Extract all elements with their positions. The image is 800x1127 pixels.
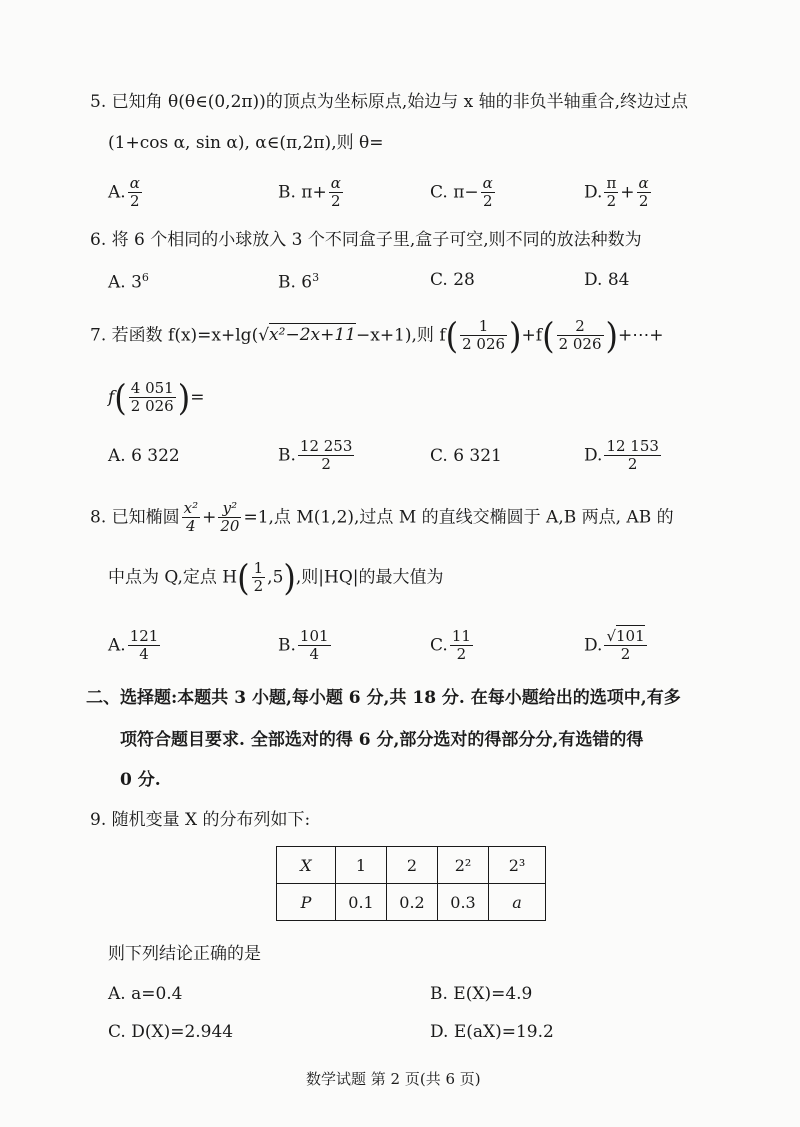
table-cell: 0.2: [387, 884, 438, 921]
q6-stem: 6. 将 6 个相同的小球放入 3 个不同盒子里,盒子可空,则不同的放法种数为: [90, 230, 642, 250]
table-cell: 0.3: [438, 884, 489, 921]
section2-line2: 项符合题目要求. 全部选对的得 6 分,部分选对的得部分分,有选错的得: [120, 730, 644, 750]
q8-line1: 8. 已知椭圆 $\frac{\text{x²}}{4}$ + $\frac{\text{y²}}{20}$ =1,点 M(1,2),过点 M 的直线交椭圆于 A,B 两点, AB 的: [90, 499, 674, 536]
q8-option-b: B. $\frac{101}{4}$: [278, 627, 329, 664]
table-cell: a: [489, 884, 546, 921]
distribution-table: [276, 846, 546, 921]
q8-option-c: C. $\frac{11}{2}$: [430, 627, 471, 664]
q9-option-d: D. E(aX)=19.2: [430, 1022, 554, 1042]
q6-option-a: A. $3^6$: [108, 271, 149, 293]
q9-lead: 则下列结论正确的是: [108, 944, 261, 964]
q7-option-c: C. 6 321: [430, 446, 502, 466]
q8-option-a: A. $\frac{121}{4}$: [108, 627, 159, 664]
q9-option-c: C. D(X)=2.944: [108, 1022, 234, 1042]
q8-line2: 中点为 Q,定点 H( $\frac{1}{2}$ ,5),则|HQ|的最大值为: [108, 556, 444, 599]
q5-option-d: D. $\frac{\pi}{2}$ + $\frac{\alpha}{2}$: [584, 174, 649, 211]
table-row: [277, 884, 546, 921]
q7-option-d: D. $\frac{12 153}{2}$: [584, 437, 659, 474]
table-cell: 2: [387, 847, 438, 884]
q6-option-c: C. 28: [430, 270, 475, 290]
q5-option-c: C. π− $\frac{\alpha}{2}$: [430, 174, 493, 211]
q8-option-d: D. $\frac{√101}{2}$: [584, 627, 645, 664]
table-cell: 2³: [489, 847, 546, 884]
section2-line3: 0 分.: [120, 770, 161, 790]
table-row: [277, 847, 546, 884]
q7-line2: f( $\frac{4 051}{2 026}$ )=: [108, 376, 205, 419]
table-cell: 0.1: [336, 884, 387, 921]
q5-option-a: A. $\frac{\alpha}{2}$: [108, 174, 140, 211]
q6-option-b: B. $6^3$: [278, 271, 320, 293]
table-cell: 2²: [438, 847, 489, 884]
q9-option-b: B. E(X)=4.9: [430, 984, 533, 1004]
page-footer: 数学试题 第 2 页(共 6 页): [306, 1070, 481, 1088]
q5-option-b: B. π+ $\frac{\alpha}{2}$: [278, 174, 341, 211]
table-cell: P: [277, 884, 336, 921]
q6-option-d: D. 84: [584, 270, 630, 290]
q7-line1: 7. 若函数 f(x)=x+lg(√x²−2x+11−x+1),则 f( $\frac{1}{2 026}$ )+f( $\frac{2}{2 026}$ )+⋯+: [90, 314, 664, 357]
q9-option-a: A. a=0.4: [108, 984, 183, 1004]
section2-line1: 二、选择题:本题共 3 小题,每小题 6 分,共 18 分. 在每小题给出的选项中,有多: [86, 688, 681, 708]
table-cell: 1: [336, 847, 387, 884]
q9-stem: 9. 随机变量 X 的分布列如下:: [90, 810, 311, 830]
q7-option-a: A. 6 322: [108, 446, 180, 466]
q5-line1: 5. 已知角 θ(θ∈(0,2π))的顶点为坐标原点,始边与 x 轴的非负半轴重合,终边过点: [90, 92, 689, 112]
q5-line2: (1+cos α, sin α), α∈(π,2π),则 θ=: [108, 133, 384, 153]
table-cell: X: [277, 847, 336, 884]
q7-option-b: B. $\frac{12 253}{2}$: [278, 437, 353, 474]
